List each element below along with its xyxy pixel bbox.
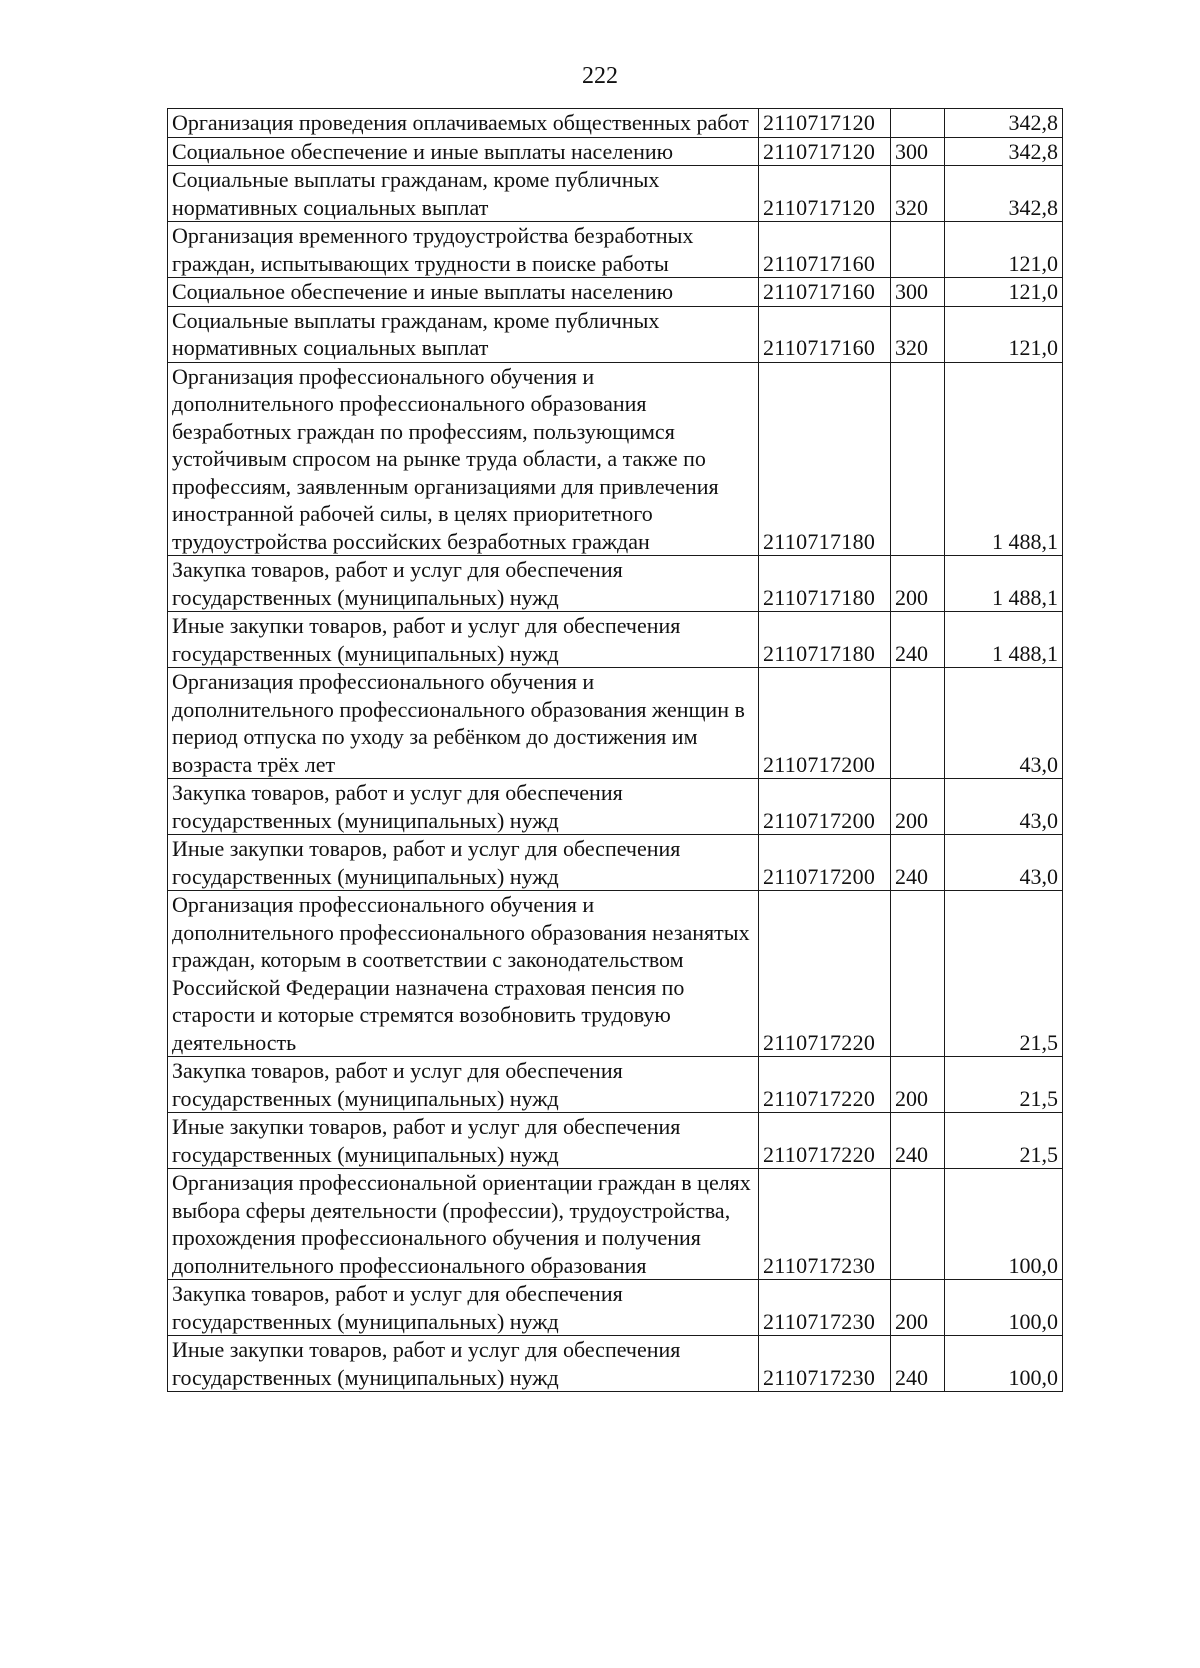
row-amount: 100,0 bbox=[945, 1280, 1063, 1336]
row-target-code: 2110717220 bbox=[759, 891, 891, 1057]
table-row bbox=[168, 835, 1063, 891]
row-expense-type: 320 bbox=[891, 306, 945, 362]
row-name: Социальное обеспечение и иные выплаты населению bbox=[168, 278, 759, 307]
table-row bbox=[168, 278, 1063, 307]
row-expense-type: 200 bbox=[891, 1057, 945, 1113]
row-amount: 121,0 bbox=[945, 306, 1063, 362]
table-row bbox=[168, 1336, 1063, 1392]
row-target-code: 2110717230 bbox=[759, 1336, 891, 1392]
row-amount: 100,0 bbox=[945, 1169, 1063, 1280]
row-amount: 21,5 bbox=[945, 1057, 1063, 1113]
table-row bbox=[168, 1280, 1063, 1336]
table-row bbox=[168, 779, 1063, 835]
row-expense-type: 240 bbox=[891, 612, 945, 668]
row-amount: 1 488,1 bbox=[945, 556, 1063, 612]
row-target-code: 2110717180 bbox=[759, 362, 891, 556]
table-row bbox=[168, 137, 1063, 166]
row-amount: 43,0 bbox=[945, 835, 1063, 891]
row-name: Организация временного трудоустройства безработных граждан, испытывающих трудности в поиске работы bbox=[168, 222, 759, 278]
row-amount: 342,8 bbox=[945, 166, 1063, 222]
row-amount: 43,0 bbox=[945, 779, 1063, 835]
budget-table bbox=[167, 108, 1063, 1392]
row-amount: 342,8 bbox=[945, 109, 1063, 138]
row-name: Социальное обеспечение и иные выплаты населению bbox=[168, 137, 759, 166]
row-target-code: 2110717180 bbox=[759, 556, 891, 612]
table-row bbox=[168, 1113, 1063, 1169]
page-number: 222 bbox=[582, 63, 618, 89]
row-name: Иные закупки товаров, работ и услуг для обеспечения государственных (муниципальных) нужд bbox=[168, 835, 759, 891]
row-target-code: 2110717200 bbox=[759, 779, 891, 835]
row-expense-type: 300 bbox=[891, 137, 945, 166]
row-target-code: 2110717120 bbox=[759, 137, 891, 166]
row-name: Организация профессионального обучения и дополнительного профессионального образования незанятых граждан, которым в соответствии с законодательством Российской Федерации назначена страховая пенсия по старости и которые стремятся возобновить трудовую деятельность bbox=[168, 891, 759, 1057]
row-target-code: 2110717220 bbox=[759, 1057, 891, 1113]
row-expense-type: 320 bbox=[891, 166, 945, 222]
row-amount: 1 488,1 bbox=[945, 362, 1063, 556]
row-amount: 121,0 bbox=[945, 222, 1063, 278]
row-name: Организация профессиональной ориентации граждан в целях выбора сферы деятельности (профессии), трудоустройства, прохождения профессионального обучения и получения дополнительного профессионального образования bbox=[168, 1169, 759, 1280]
row-expense-type bbox=[891, 109, 945, 138]
row-target-code: 2110717200 bbox=[759, 668, 891, 779]
table-row bbox=[168, 556, 1063, 612]
row-name: Закупка товаров, работ и услуг для обеспечения государственных (муниципальных) нужд bbox=[168, 1280, 759, 1336]
row-expense-type: 200 bbox=[891, 1280, 945, 1336]
row-target-code: 2110717220 bbox=[759, 1113, 891, 1169]
table-row bbox=[168, 109, 1063, 138]
row-name: Организация профессионального обучения и дополнительного профессионального образования женщин в период отпуска по уходу за ребёнком до достижения им возраста трёх лет bbox=[168, 668, 759, 779]
row-amount: 43,0 bbox=[945, 668, 1063, 779]
table-row bbox=[168, 668, 1063, 779]
row-expense-type bbox=[891, 668, 945, 779]
row-amount: 1 488,1 bbox=[945, 612, 1063, 668]
row-target-code: 2110717160 bbox=[759, 278, 891, 307]
table-row bbox=[168, 1169, 1063, 1280]
row-name: Организация профессионального обучения и дополнительного профессионального образования безработных граждан по профессиям, пользующимся устойчивым спросом на рынке труда области, а также по профессиям, заявленным организациями для привлечения иностранной рабочей силы, в целях приоритетного трудоустройства российских безработных граждан bbox=[168, 362, 759, 556]
row-expense-type: 200 bbox=[891, 779, 945, 835]
table-row bbox=[168, 891, 1063, 1057]
row-target-code: 2110717160 bbox=[759, 306, 891, 362]
row-target-code: 2110717230 bbox=[759, 1280, 891, 1336]
table-row bbox=[168, 306, 1063, 362]
row-amount: 121,0 bbox=[945, 278, 1063, 307]
row-name: Иные закупки товаров, работ и услуг для обеспечения государственных (муниципальных) нужд bbox=[168, 1113, 759, 1169]
row-expense-type: 300 bbox=[891, 278, 945, 307]
row-name: Закупка товаров, работ и услуг для обеспечения государственных (муниципальных) нужд bbox=[168, 556, 759, 612]
table-row bbox=[168, 166, 1063, 222]
row-name: Закупка товаров, работ и услуг для обеспечения государственных (муниципальных) нужд bbox=[168, 779, 759, 835]
table-row bbox=[168, 222, 1063, 278]
row-name: Иные закупки товаров, работ и услуг для обеспечения государственных (муниципальных) нужд bbox=[168, 612, 759, 668]
row-amount: 100,0 bbox=[945, 1336, 1063, 1392]
row-name: Социальные выплаты гражданам, кроме публичных нормативных социальных выплат bbox=[168, 166, 759, 222]
row-expense-type bbox=[891, 362, 945, 556]
row-name: Социальные выплаты гражданам, кроме публичных нормативных социальных выплат bbox=[168, 306, 759, 362]
row-amount: 342,8 bbox=[945, 137, 1063, 166]
row-expense-type bbox=[891, 222, 945, 278]
row-target-code: 2110717120 bbox=[759, 109, 891, 138]
table-row bbox=[168, 362, 1063, 556]
row-expense-type bbox=[891, 891, 945, 1057]
row-expense-type: 200 bbox=[891, 556, 945, 612]
row-target-code: 2110717120 bbox=[759, 166, 891, 222]
row-target-code: 2110717230 bbox=[759, 1169, 891, 1280]
row-expense-type: 240 bbox=[891, 835, 945, 891]
row-target-code: 2110717180 bbox=[759, 612, 891, 668]
row-name: Иные закупки товаров, работ и услуг для обеспечения государственных (муниципальных) нужд bbox=[168, 1336, 759, 1392]
row-name: Организация проведения оплачиваемых общественных работ bbox=[168, 109, 759, 138]
row-expense-type bbox=[891, 1169, 945, 1280]
row-amount: 21,5 bbox=[945, 891, 1063, 1057]
table-row bbox=[168, 612, 1063, 668]
row-expense-type: 240 bbox=[891, 1113, 945, 1169]
row-target-code: 2110717160 bbox=[759, 222, 891, 278]
row-expense-type: 240 bbox=[891, 1336, 945, 1392]
row-amount: 21,5 bbox=[945, 1113, 1063, 1169]
table-row bbox=[168, 1057, 1063, 1113]
row-name: Закупка товаров, работ и услуг для обеспечения государственных (муниципальных) нужд bbox=[168, 1057, 759, 1113]
row-target-code: 2110717200 bbox=[759, 835, 891, 891]
